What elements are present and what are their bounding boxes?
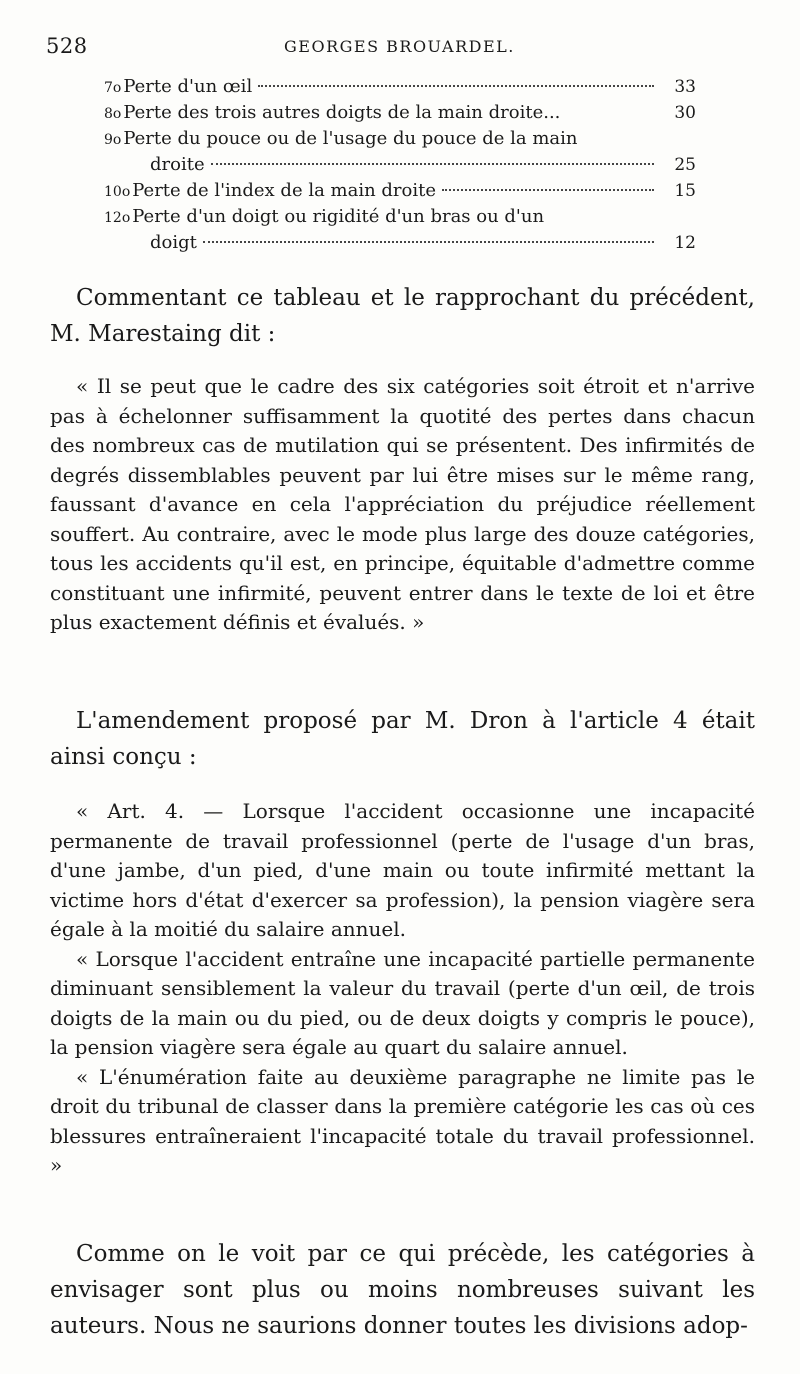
loss-label: Perte d'un doigt ou rigidité d'un bras ou d'un xyxy=(132,206,545,227)
loss-label: Perte du pouce ou de l'usage du pouce de la main xyxy=(123,128,578,149)
loss-row xyxy=(104,126,696,152)
article-4-quote xyxy=(50,797,755,1181)
loss-value: 15 xyxy=(674,181,696,201)
loss-value: 30 xyxy=(674,103,696,123)
amendment-intro xyxy=(50,703,755,775)
loss-label: doigt xyxy=(150,232,197,253)
loss-row xyxy=(104,74,696,100)
paragraph-text: L'amendement proposé par M. Dron à l'article 4 était ainsi conçu : xyxy=(50,708,755,770)
page-number: 528 xyxy=(46,34,88,58)
dot-leader xyxy=(203,241,654,243)
loss-value: 33 xyxy=(674,77,696,97)
loss-label: Perte de l'index de la main droite xyxy=(132,180,436,201)
loss-row xyxy=(104,230,696,256)
running-title: GEORGES BROUARDEL. xyxy=(284,37,515,56)
loss-number: 8o xyxy=(104,106,122,122)
loss-label: Perte des trois autres doigts de la main droite... xyxy=(123,102,561,123)
paragraph-text: « L'énumération faite au deuxième paragraphe ne limite pas le droit du tribunal de classer dans la première catégorie les cas où ces blessures entraîneraient l'incapacité totale du travail professionnel. » xyxy=(50,1064,755,1177)
loss-row xyxy=(104,100,696,126)
paragraph-text: « Lorsque l'accident entraîne une incapacité partielle permanente diminuant sensiblement la valeur du travail (perte d'un œil, de trois doigts de la main ou du pied, ou de deux doigts y compris le pouce), la pension viagère sera égale au quart du salaire annuel. xyxy=(50,946,755,1059)
loss-number: 12o xyxy=(104,210,131,226)
paragraph-text: Comme on le voit par ce qui précède, les catégories à envisager sont plus ou moins nombreuses suivant les auteurs. Nous ne saurions donner toutes les divisions adop- xyxy=(50,1241,755,1339)
loss-number: 7o xyxy=(104,80,122,96)
loss-row xyxy=(104,152,696,178)
loss-value: 12 xyxy=(674,233,696,253)
loss-row xyxy=(104,178,696,204)
dot-leader xyxy=(258,85,654,87)
marestaing-quote xyxy=(50,372,755,638)
loss-row xyxy=(104,204,696,230)
page-header xyxy=(46,34,746,64)
loss-label: Perte d'un œil xyxy=(123,76,253,97)
paragraph-text: « Il se peut que le cadre des six catégories soit étroit et n'arrive pas à échelonner suffisamment la quotité des pertes dans chacun des nombreux cas de mutilation qui se présentent. Des infirmités de degrés dissemblables peuvent par lui être mises sur le même rang, faussant d'avance en cela l'appréciation du préjudice réellement souffert. Au contraire, avec le mode plus large des douze catégories, tous les accidents qu'il est, en principe, équitable d'admettre comme constituant une infirmité, peuvent entrer dans le texte de loi et être plus exactement définis et évalués. » xyxy=(50,374,755,634)
dot-leader xyxy=(442,189,654,191)
loss-value: 25 xyxy=(674,155,696,175)
dot-leader xyxy=(211,163,654,165)
conclusion-paragraph xyxy=(50,1236,755,1344)
commentary-paragraph xyxy=(50,280,755,352)
loss-number: 9o xyxy=(104,132,122,148)
loss-label: droite xyxy=(150,154,205,175)
paragraph-text: Commentant ce tableau et le rapprochant du précédent, M. Marestaing dit : xyxy=(50,285,755,347)
paragraph-text: « Art. 4. — Lorsque l'accident occasionne une incapacité permanente de travail professionnel (perte de l'usage d'un bras, d'une jambe, d'un pied, d'une main ou toute infirmité mettant la victime hors d'état d'exercer sa profession), la pension viagère sera égale à la moitié du salaire annuel. xyxy=(50,799,755,941)
loss-number: 10o xyxy=(104,184,131,200)
loss-table xyxy=(104,74,696,256)
